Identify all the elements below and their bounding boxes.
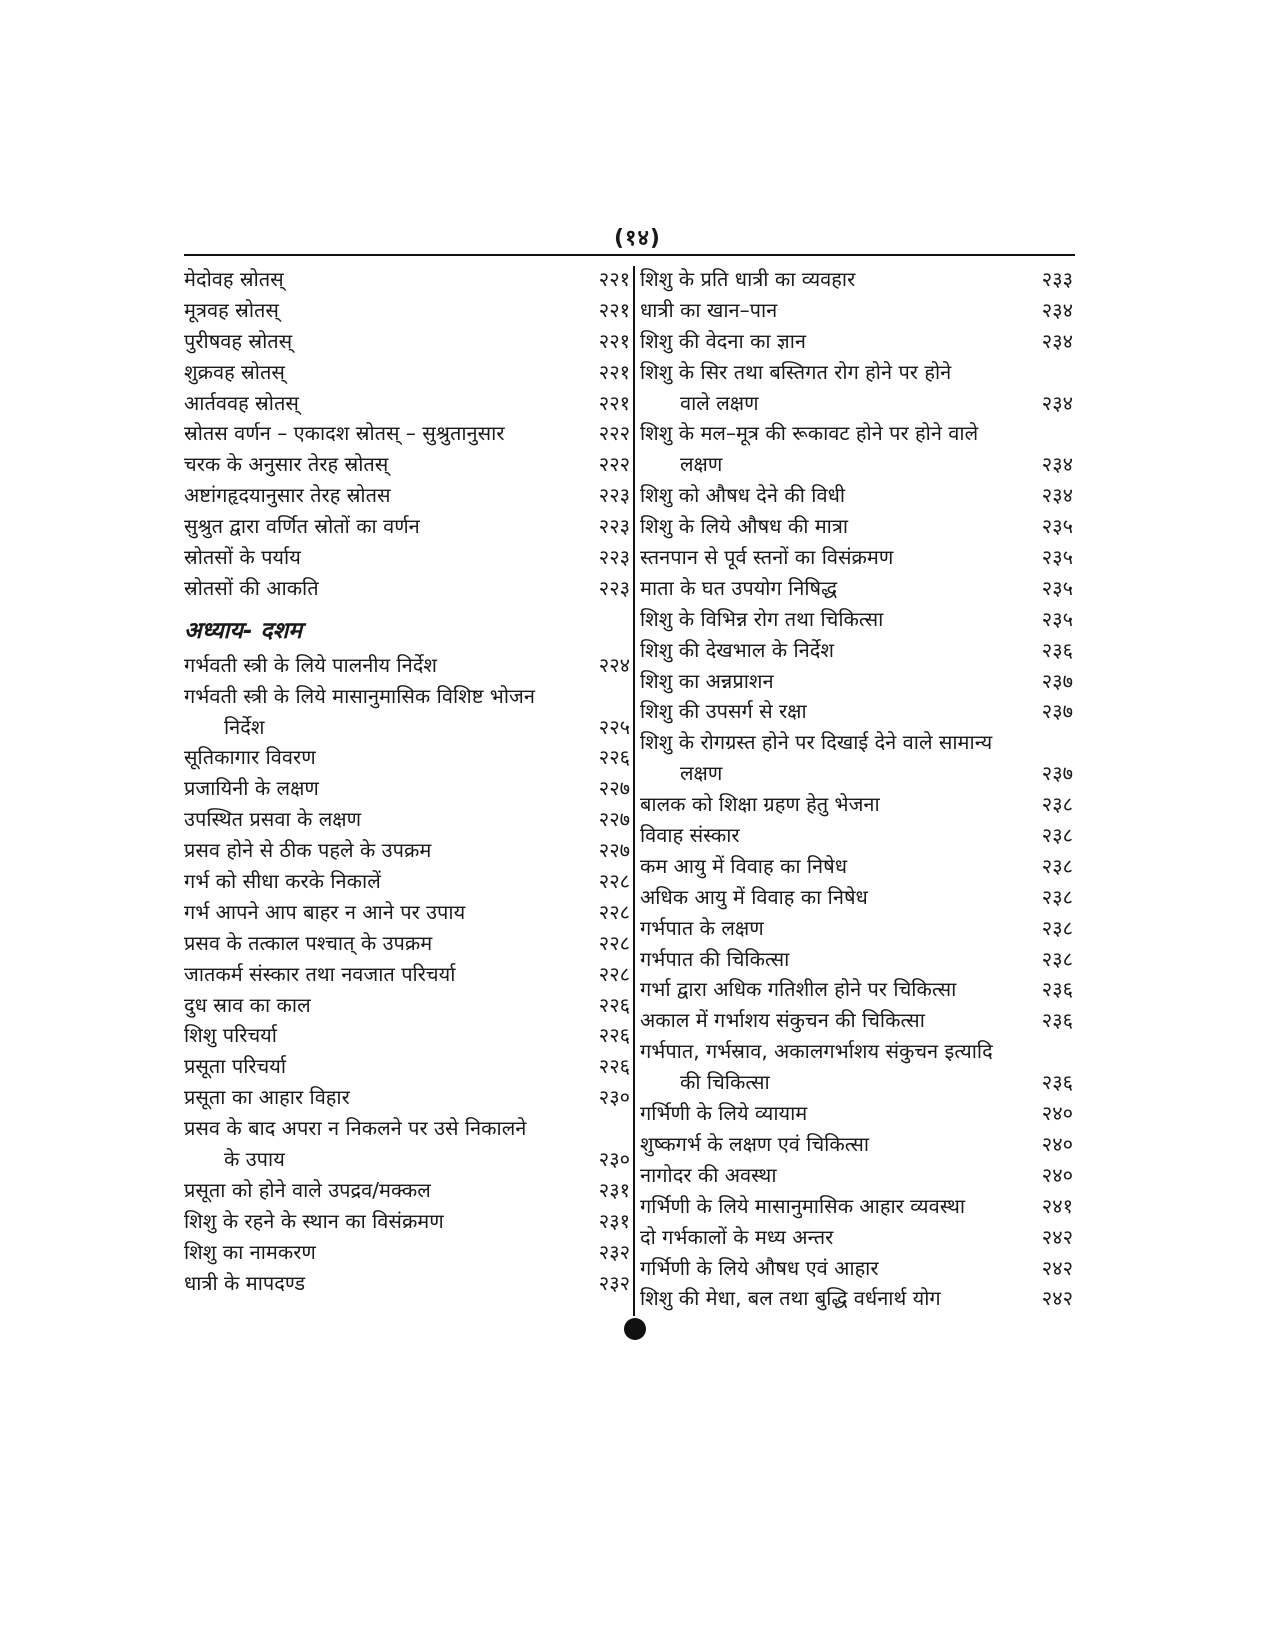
chapter-heading: अध्याय- दशम xyxy=(184,617,303,644)
toc-entry xyxy=(640,388,1077,419)
toc-entry-page: २२६ xyxy=(598,745,630,770)
toc-entry-page: २३० xyxy=(598,1085,630,1110)
toc-entry-page: २२१ xyxy=(598,297,630,322)
toc-entry xyxy=(184,449,630,480)
end-bullet-dot xyxy=(624,1318,646,1340)
toc-entry-page: २३७ xyxy=(1041,761,1073,786)
toc-entry xyxy=(640,851,1077,882)
toc-entry-page: २२१ xyxy=(598,390,630,415)
toc-entry xyxy=(184,959,630,990)
toc-entry-page: २३४ xyxy=(1041,328,1073,353)
toc-entry xyxy=(184,1082,630,1113)
toc-entry xyxy=(184,357,630,388)
toc-entry-page: २२७ xyxy=(598,776,630,801)
toc-entry xyxy=(640,974,1077,1005)
toc-entry-title: शिशु की उपसर्ग से रक्षा xyxy=(640,699,807,724)
toc-entry xyxy=(640,1005,1077,1036)
toc-entry-title: स्रोतसों की आकति xyxy=(184,575,319,600)
toc-entry-page: २३८ xyxy=(1041,823,1073,848)
toc-entry xyxy=(640,758,1077,789)
toc-entry-title: कम आयु में विवाह का निषेध xyxy=(640,853,848,878)
toc-entry-page: २३५ xyxy=(1041,514,1073,539)
toc-entry-title: प्रजायिनी के लक्षण xyxy=(184,776,319,801)
toc-entry-page: २२४ xyxy=(598,652,630,677)
toc-entry-title: लक्षण xyxy=(680,761,723,786)
toc-entry-page: २३७ xyxy=(1041,668,1073,693)
toc-entry-title: गर्भपात, गर्भस्राव, अकालगर्भाशय संकुचन इत्यादि xyxy=(640,1039,993,1064)
toc-entry-title: वाले लक्षण xyxy=(680,390,759,415)
toc-entry xyxy=(640,357,1077,388)
toc-entry-title: सूतिकागार विवरण xyxy=(184,745,316,770)
header-rule xyxy=(184,254,1075,256)
toc-entry xyxy=(640,295,1077,326)
toc-entry-page: २३५ xyxy=(1041,545,1073,570)
toc-entry-title: स्तनपान से पूर्व स्तनों का विसंक्रमण xyxy=(640,545,894,570)
toc-entry-page: २३८ xyxy=(1041,853,1073,878)
toc-entry xyxy=(184,773,630,804)
toc-entry xyxy=(184,650,630,681)
toc-entry-title: चरक के अनुसार तेरह स्रोतस् xyxy=(184,452,389,477)
toc-entry xyxy=(640,1036,1077,1067)
toc-entry-page: २३८ xyxy=(1041,792,1073,817)
toc-entry-page: २२७ xyxy=(598,807,630,832)
toc-entry xyxy=(640,418,1077,449)
toc-entry-title: निर्देश xyxy=(224,714,265,739)
toc-entry-title: अकाल में गर्भाशय संकुचन की चिकित्सा xyxy=(640,1008,925,1033)
toc-entry-title: विवाह संस्कार xyxy=(640,823,740,848)
toc-entry-title: सुश्रुत द्वारा वर्णित स्रोतों का वर्णन xyxy=(184,514,420,539)
toc-entry-page: २२८ xyxy=(598,930,630,955)
toc-entry-page: २३५ xyxy=(1041,606,1073,631)
toc-entry-page: २२२ xyxy=(598,452,630,477)
toc-entry-title: आर्तववह स्रोतस् xyxy=(184,390,299,415)
toc-entry-page: २३४ xyxy=(1041,483,1073,508)
toc-entry-title: उपस्थित प्रसवा के लक्षण xyxy=(184,807,362,832)
toc-entry-page: २३८ xyxy=(1041,946,1073,971)
toc-entry-title: दो गर्भकालों के मध्य अन्तर xyxy=(640,1224,834,1249)
toc-right-column xyxy=(640,264,1077,1314)
toc-entry-title: प्रसव के तत्काल पश्चात् के उपक्रम xyxy=(184,930,433,955)
toc-entry xyxy=(640,1129,1077,1160)
toc-entry xyxy=(640,1191,1077,1222)
toc-entry-page: २२६ xyxy=(598,1054,630,1079)
toc-entry-page: २२८ xyxy=(598,899,630,924)
toc-entry-title: प्रसूता परिचर्या xyxy=(184,1054,287,1079)
toc-entry xyxy=(184,1237,630,1268)
toc-entry-title: मूत्रवह स्रोतस् xyxy=(184,297,279,322)
toc-entry-title: शिशु की देखभाल के निर्देश xyxy=(640,637,834,662)
toc-entry-page: २२६ xyxy=(598,1023,630,1048)
toc-entry-title: शिशु के सिर तथा बस्तिगत रोग होने पर होने xyxy=(640,359,952,384)
toc-entry xyxy=(640,511,1077,542)
toc-entry xyxy=(640,449,1077,480)
toc-entry-page: २३१ xyxy=(598,1208,630,1233)
toc-entry xyxy=(184,897,630,928)
toc-entry-page: २३४ xyxy=(1041,452,1073,477)
toc-entry xyxy=(640,1222,1077,1253)
toc-entry-page: २४२ xyxy=(1041,1286,1073,1311)
toc-entry xyxy=(184,835,630,866)
toc-entry-title: धात्री का खान–पान xyxy=(640,297,778,322)
toc-entry-title: स्रोतसों के पर्याय xyxy=(184,545,301,570)
toc-entry-title: शिशु के मल–मूत्र की रूकावट होने पर होने वाले xyxy=(640,421,979,446)
toc-entry-title: की चिकित्सा xyxy=(680,1070,770,1095)
toc-entry-title: मेदोवह स्रोतस् xyxy=(184,267,284,291)
toc-entry-page: २४० xyxy=(1041,1101,1073,1126)
toc-entry xyxy=(184,742,630,773)
toc-entry-title: गर्भिणी के लिये मासानुमासिक आहार व्यवस्था xyxy=(640,1193,966,1218)
toc-entry-page: २३५ xyxy=(1041,575,1073,600)
toc-entry-title: शुक्रवह स्रोतस् xyxy=(184,359,285,384)
toc-entry xyxy=(184,1113,630,1144)
toc-entry-page: २२३ xyxy=(598,545,630,570)
toc-entry-page: २२८ xyxy=(598,961,630,986)
toc-entry xyxy=(184,1206,630,1237)
toc-entry-page: २३२ xyxy=(598,1270,630,1295)
toc-entry-title: गर्भिणी के लिये औषध एवं आहार xyxy=(640,1255,879,1280)
toc-entry-page: २३४ xyxy=(1041,297,1073,322)
toc-entry xyxy=(640,1160,1077,1191)
toc-entry xyxy=(184,295,630,326)
toc-entry xyxy=(640,727,1077,758)
toc-entry-title: गर्भिणी के लिये व्यायाम xyxy=(640,1101,808,1126)
column-divider xyxy=(633,266,635,1316)
toc-entry xyxy=(640,604,1077,635)
toc-entry-page: २२७ xyxy=(598,838,630,863)
toc-entry xyxy=(184,542,630,573)
toc-entry xyxy=(184,418,630,449)
toc-entry-page: २३८ xyxy=(1041,884,1073,909)
toc-entry-title: जातकर्म संस्कार तथा नवजात परिचर्या xyxy=(184,961,456,986)
toc-left-column xyxy=(184,264,630,1299)
toc-entry xyxy=(184,1175,630,1206)
toc-entry-page: २२१ xyxy=(598,359,630,384)
toc-entry-title: प्रसूता को होने वाले उपद्रव/मक्कल xyxy=(184,1177,431,1202)
toc-entry-page: २३७ xyxy=(1041,699,1073,724)
toc-entry-title: गर्भपात के लक्षण xyxy=(640,915,764,940)
toc-entry xyxy=(640,789,1077,820)
toc-entry-page: २२६ xyxy=(598,992,630,1017)
toc-entry-page: २३१ xyxy=(598,1177,630,1202)
toc-entry xyxy=(640,666,1077,697)
toc-entry-page: २३० xyxy=(598,1147,630,1172)
toc-entry-title: शिशु की मेधा, बल तथा बुद्धि वर्धनार्थ योग xyxy=(640,1286,941,1311)
toc-entry xyxy=(184,388,630,419)
toc-entry xyxy=(184,264,630,295)
toc-entry-page: २२२ xyxy=(598,421,630,446)
toc-entry-page: २२३ xyxy=(598,514,630,539)
toc-entry-page: २३६ xyxy=(1041,1070,1073,1095)
toc-entry-title: अधिक आयु में विवाह का निषेध xyxy=(640,884,868,909)
toc-entry xyxy=(640,882,1077,913)
toc-entry-title: गर्भवती स्त्री के लिये मासानुमासिक विशिष्ट भोजन xyxy=(184,683,535,708)
toc-entry xyxy=(184,928,630,959)
toc-entry-title: शिशु के लिये औषध की मात्रा xyxy=(640,514,849,539)
toc-entry-page: २२३ xyxy=(598,575,630,600)
toc-entry xyxy=(184,1051,630,1082)
toc-entry-title: प्रसव के बाद अपरा न निकलने पर उसे निकालने xyxy=(184,1116,527,1141)
toc-entry-page: २४० xyxy=(1041,1131,1073,1156)
toc-entry xyxy=(184,573,630,604)
toc-entry-title: गर्भ को सीधा करके निकालें xyxy=(184,869,381,894)
toc-entry-title: शुष्कगर्भ के लक्षण एवं चिकित्सा xyxy=(640,1131,870,1156)
toc-entry xyxy=(640,1283,1077,1314)
toc-entry xyxy=(184,1020,630,1051)
toc-entry xyxy=(184,1144,630,1175)
toc-entry xyxy=(184,511,630,542)
toc-entry-title: धात्री के मापदण्ड xyxy=(184,1270,306,1295)
toc-entry-title: शिशु के रहने के स्थान का विसंक्रमण xyxy=(184,1208,444,1233)
toc-entry-page: २३८ xyxy=(1041,915,1073,940)
toc-entry-page: २४१ xyxy=(1041,1193,1073,1218)
toc-entry-title: के उपाय xyxy=(224,1147,285,1172)
toc-entry-title: गर्भवती स्त्री के लिये पालनीय निर्देश xyxy=(184,652,437,677)
toc-entry-title: शिशु की वेदना का ज्ञान xyxy=(640,328,807,353)
toc-entry-title: अष्टांगहृदयानुसार तेरह स्रोतस xyxy=(184,483,391,508)
toc-entry-title: स्रोतस वर्णन – एकादश स्रोतस् – सुश्रुतानुसार xyxy=(184,421,505,446)
toc-entry xyxy=(184,866,630,897)
toc-entry-page: २२८ xyxy=(598,869,630,894)
page-number: (१४) xyxy=(614,226,661,251)
toc-entry xyxy=(640,1067,1077,1098)
toc-entry-title: शिशु को औषध देने की विधी xyxy=(640,483,846,508)
toc-entry xyxy=(640,944,1077,975)
toc-entry-title: शिशु के विभिन्न रोग तथा चिकित्सा xyxy=(640,606,884,631)
toc-entry-title: शिशु का अन्नप्राशन xyxy=(640,668,774,693)
toc-entry-title: नागोदर की अवस्था xyxy=(640,1162,777,1187)
toc-entry xyxy=(184,712,630,743)
toc-entry xyxy=(184,326,630,357)
toc-entry xyxy=(640,1098,1077,1129)
toc-entry-page: २३३ xyxy=(1041,267,1073,291)
toc-entry-title: पुरीषवह स्रोतस् xyxy=(184,328,293,353)
toc-entry xyxy=(640,1253,1077,1284)
toc-entry xyxy=(640,913,1077,944)
toc-entry-page: २३६ xyxy=(1041,977,1073,1002)
toc-entry xyxy=(640,820,1077,851)
toc-entry xyxy=(640,264,1077,295)
toc-entry-page: २३६ xyxy=(1041,1008,1073,1033)
toc-entry-title: शिशु का नामकरण xyxy=(184,1239,316,1264)
toc-entry xyxy=(640,480,1077,511)
toc-entry-title: गर्भ आपने आप बाहर न आने पर उपाय xyxy=(184,899,466,924)
toc-entry-title: शिशु के प्रति धात्री का व्यवहार xyxy=(640,267,856,291)
toc-entry-title: प्रसव होने से ठीक पहले के उपक्रम xyxy=(184,838,432,863)
toc-entry-page: २४० xyxy=(1041,1162,1073,1187)
toc-entry-title: लक्षण xyxy=(680,452,723,477)
toc-entry xyxy=(184,480,630,511)
toc-entry xyxy=(184,990,630,1021)
toc-entry-title: शिशु के रोगग्रस्त होने पर दिखाई देने वाले सामान्य xyxy=(640,730,993,755)
toc-entry-title: बालक को शिक्षा ग्रहण हेतु भेजना xyxy=(640,792,880,817)
toc-entry xyxy=(184,804,630,835)
toc-entry-page: २२३ xyxy=(598,483,630,508)
toc-entry-page: २४२ xyxy=(1041,1255,1073,1280)
toc-entry-title: शिशु परिचर्या xyxy=(184,1023,277,1048)
toc-entry-page: २२५ xyxy=(598,714,630,739)
toc-entry xyxy=(640,573,1077,604)
toc-entry-page: २४२ xyxy=(1041,1224,1073,1249)
toc-entry-title: गर्भपात की चिकित्सा xyxy=(640,946,790,971)
toc-entry-page: २३४ xyxy=(1041,390,1073,415)
toc-entry-title: गर्भा द्वारा अधिक गतिशील होने पर चिकित्सा xyxy=(640,977,957,1002)
toc-entry-title: दुध स्राव का काल xyxy=(184,992,311,1017)
toc-entry xyxy=(640,635,1077,666)
toc-entry-title: माता के घत उपयोग निषिद्ध xyxy=(640,575,838,600)
toc-entry-page: २३६ xyxy=(1041,637,1073,662)
toc-entry-title: प्रसूता का आहार विहार xyxy=(184,1085,350,1110)
toc-entry xyxy=(640,696,1077,727)
toc-entry xyxy=(640,542,1077,573)
toc-entry-page: २३२ xyxy=(598,1239,630,1264)
toc-entry xyxy=(640,326,1077,357)
toc-entry xyxy=(184,681,630,712)
toc-entry xyxy=(184,1268,630,1299)
toc-entry-page: २२१ xyxy=(598,328,630,353)
toc-entry-page: २२१ xyxy=(598,267,630,291)
